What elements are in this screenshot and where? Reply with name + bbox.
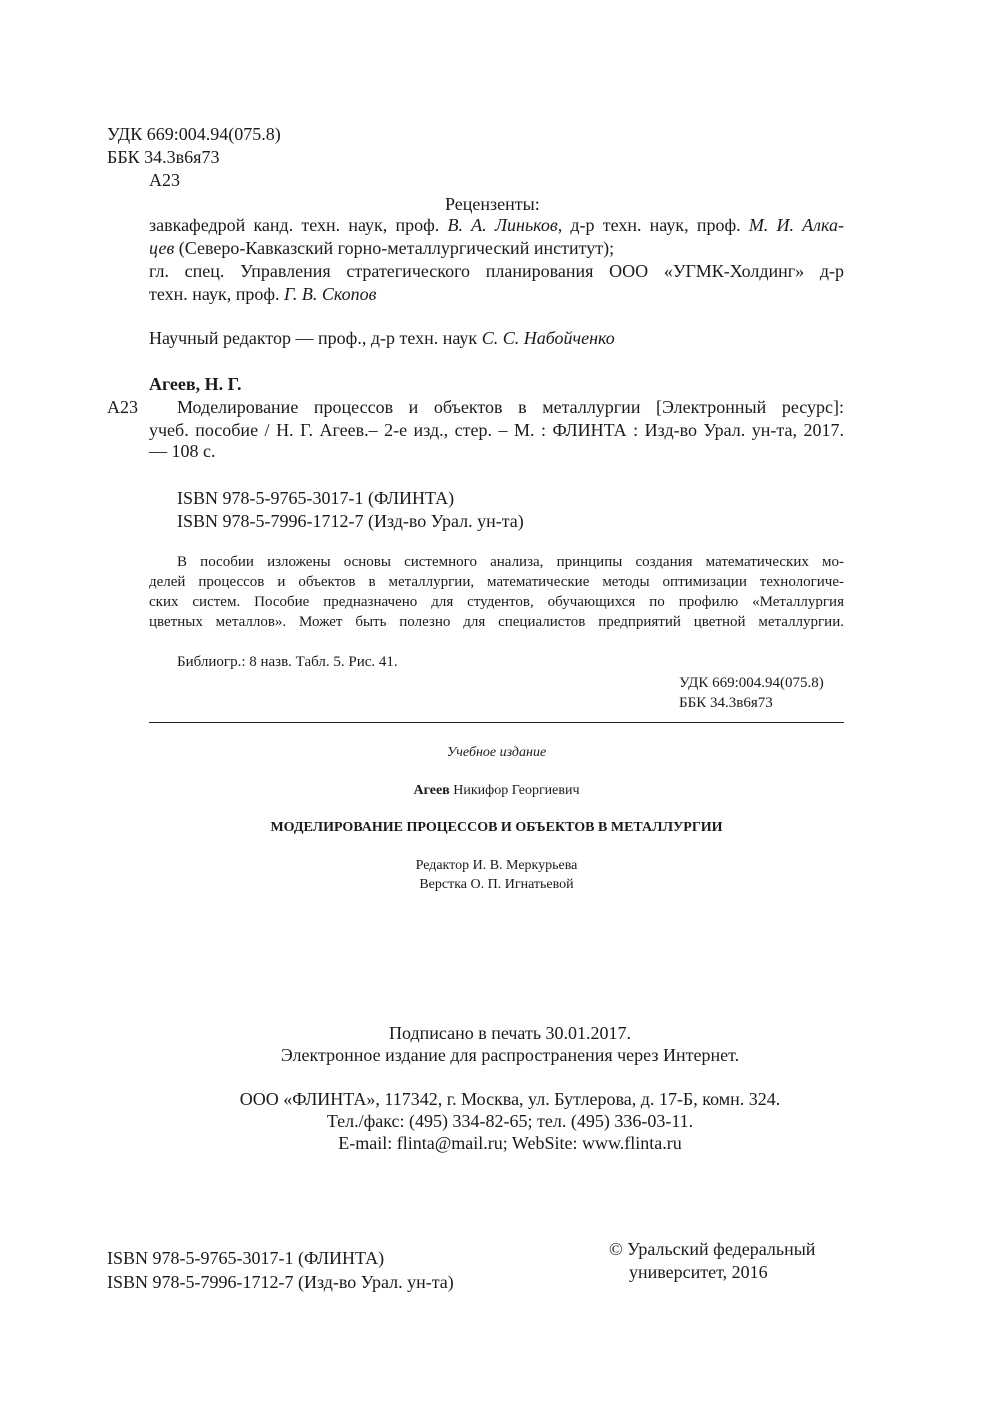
udk-code-right: УДК 669:004.94(075.8): [679, 675, 824, 691]
abstract-line-2: делей процессов и объектов в металлургии, математические методы оптимизации технологиче-: [149, 574, 844, 590]
footer-isbn-flinta: ISBN 978-5-9765-3017-1 (ФЛИНТА): [107, 1248, 385, 1268]
signed-date: Подписано в печать 30.01.2017.: [388, 1023, 632, 1043]
reviewer-2-line-1: гл. спец. Управления стратегического планирования ООО «УГМК-Холдинг» д-р: [149, 261, 844, 281]
isbn-ural: ISBN 978-5-7996-1712-7 (Изд-во Урал. ун-та): [177, 511, 524, 531]
bibliography-stats: Библиогр.: 8 назв. Табл. 5. Рис. 41.: [177, 654, 398, 670]
abstract-line-1: В пособии изложены основы системного анализа, принципы создания математических мо-: [177, 554, 844, 570]
reviewer-1-line-2: цев (Северо-Кавказский горно-металлургический институт);: [149, 238, 615, 258]
imprint-editor: Редактор И. В. Меркурьева: [415, 858, 578, 873]
reviewers-title: Рецензенты:: [445, 194, 540, 214]
divider: [149, 722, 844, 723]
biblio-line-3: — 108 с.: [149, 441, 216, 461]
publisher-phones: Тел./факс: (495) 334-82-65; тел. (495) 336-03-11.: [326, 1111, 694, 1131]
imprint-title: МОДЕЛИРОВАНИЕ ПРОЦЕССОВ И ОБЪЕКТОВ В МЕТАЛЛУРГИИ: [270, 820, 723, 835]
copyright-line-2: университет, 2016: [629, 1262, 768, 1282]
edition-type: Учебное издание: [446, 745, 547, 760]
bbk-code-right: ББК 34.3в6я73: [679, 695, 773, 711]
biblio-line-1: Моделирование процессов и объектов в металлургии [Электронный ресурс]:: [177, 397, 844, 417]
abstract-line-4: цветных металлов». Может быть полезно для специалистов предприятий цветной металлургии.: [149, 614, 844, 630]
reviewer-name: М. И. Алка-: [748, 215, 844, 235]
udk-code: УДК 669:004.94(075.8): [107, 124, 281, 144]
scientific-editor: Научный редактор — проф., д-р техн. наук С. С. Набойченко: [149, 328, 615, 348]
footer-isbn-ural: ISBN 978-5-7996-1712-7 (Изд-во Урал. ун-та): [107, 1272, 454, 1292]
publisher-contacts: E-mail: flinta@mail.ru; WebSite: www.flinta.ru: [338, 1133, 682, 1153]
biblio-code: А23: [107, 397, 138, 417]
author-mark: А23: [149, 170, 180, 190]
biblio-author: Агеев, Н. Г.: [149, 374, 242, 394]
imprint-author: Агеев Никифор Георгиевич: [413, 783, 580, 798]
abstract-line-3: ских систем. Пособие предназначено для студентов, обучающихся по профилю «Металлургия: [149, 594, 844, 610]
copyright-line-1: © Уральский федеральный: [609, 1239, 816, 1259]
distribution-note: Электронное издание для распространения через Интернет.: [280, 1045, 740, 1065]
bbk-code: ББК 34.3в6я73: [107, 147, 220, 167]
reviewer-1-line-1: завкафедрой канд. техн. наук, проф. В. А. Линьков, д-р техн. наук, проф. М. И. Алка-: [149, 215, 844, 235]
biblio-line-2: учеб. пособие / Н. Г. Агеев.– 2-е изд., стер. – М. : ФЛИНТА : Изд-во Урал. ун-та, 2017.: [149, 420, 844, 440]
reviewer-name: Г. В. Скопов: [284, 284, 377, 304]
publisher-address: ООО «ФЛИНТА», 117342, г. Москва, ул. Бутлерова, д. 17-Б, комн. 324.: [239, 1089, 781, 1109]
imprint-layout: Верстка О. П. Игнатьевой: [419, 877, 574, 892]
isbn-flinta: ISBN 978-5-9765-3017-1 (ФЛИНТА): [177, 488, 455, 508]
reviewer-name: В. А. Линьков: [447, 215, 558, 235]
reviewer-2-line-2: техн. наук, проф. Г. В. Скопов: [149, 284, 377, 304]
